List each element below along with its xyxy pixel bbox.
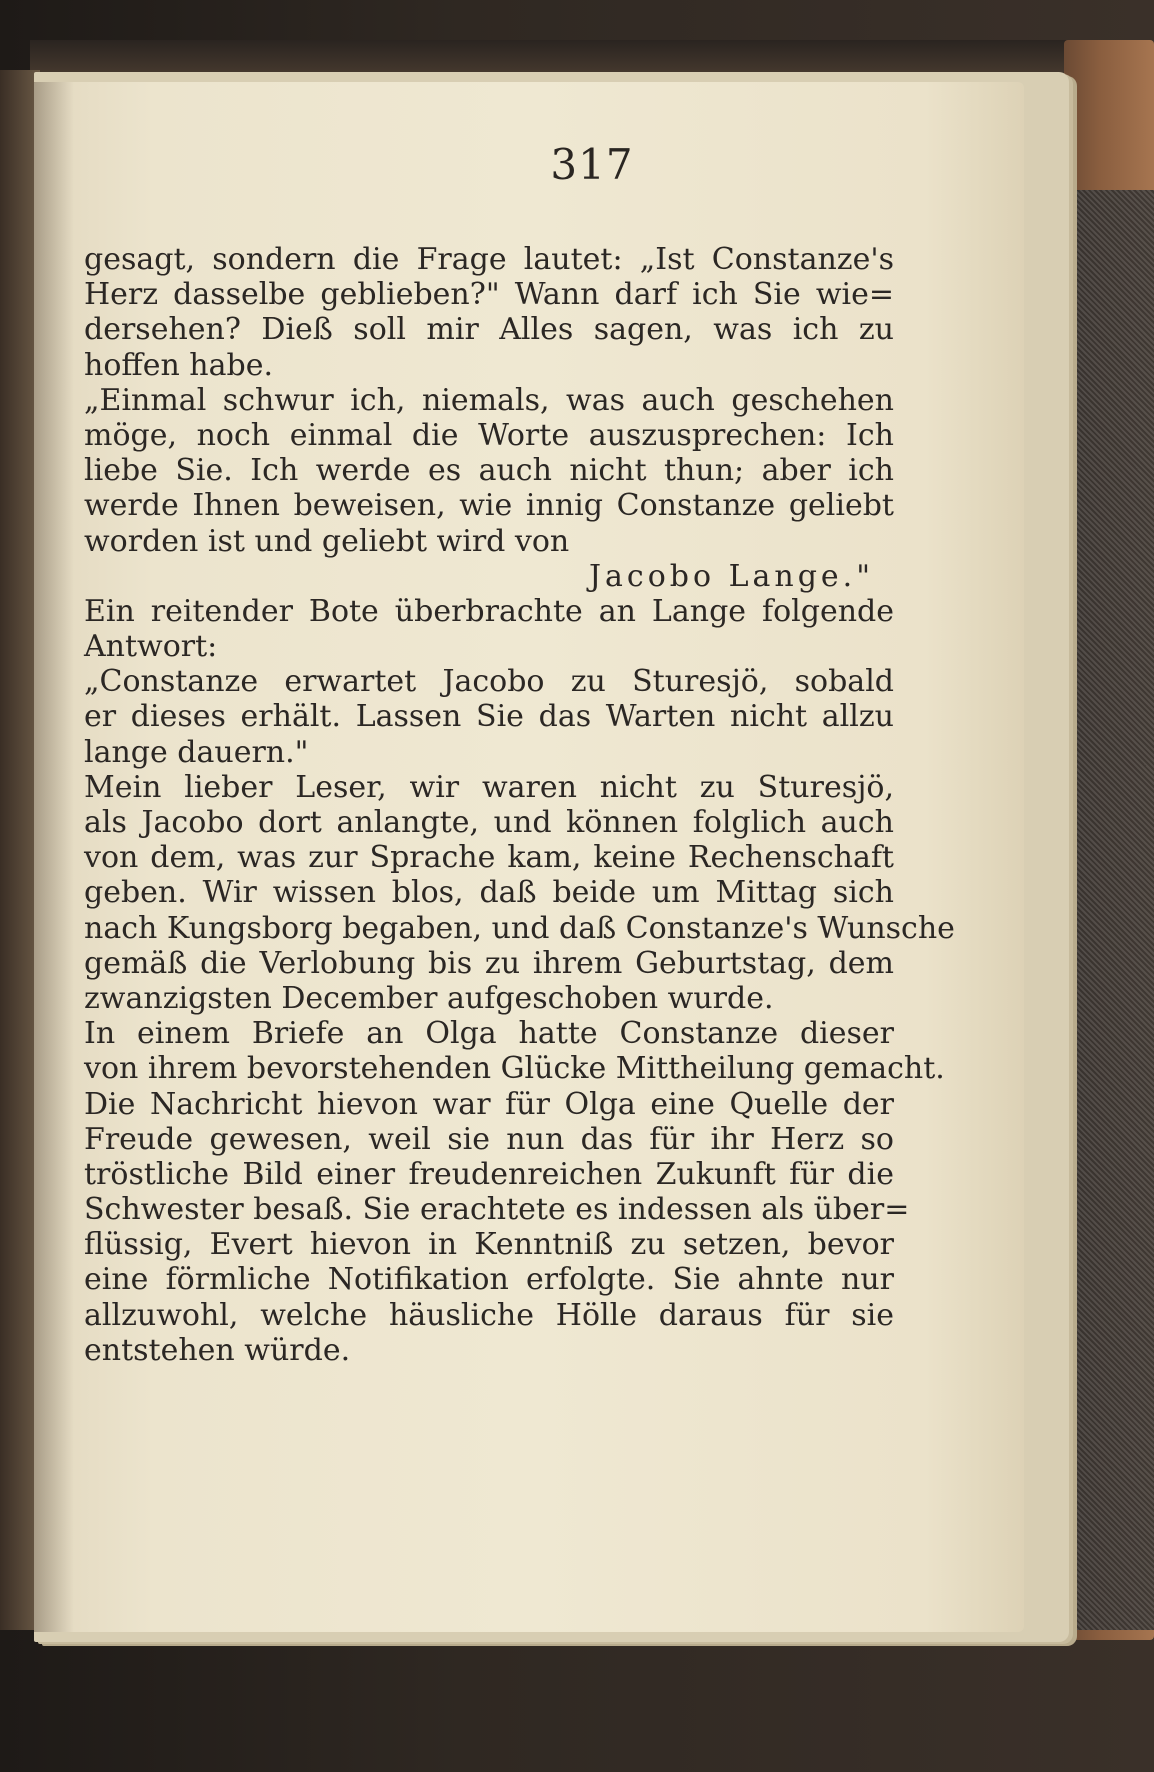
text-line: zwanzigsten December aufgeschoben wurde. <box>84 980 774 1016</box>
text-line: liebe Sie. Ich werde es auch nicht thun; aber ich <box>84 453 894 489</box>
text-line: hoffen habe. <box>84 347 274 383</box>
text-line: werde Ihnen beweisen, wie innig Constanze geliebt <box>84 488 894 524</box>
text-line: nach Kungsborg begaben, und daß Constanze's Wunsche <box>84 910 955 946</box>
text-line: „Einmal schwur ich, niemals, was auch geschehen <box>84 382 894 418</box>
text-line: allzuwohl, welche häusliche Hölle daraus für sie <box>84 1297 894 1333</box>
text-line: worden ist und geliebt wird von <box>84 523 570 559</box>
gutter-shadow <box>34 82 74 1632</box>
text-line: als Jacobo dort anlangte, und können folglich auch <box>84 805 894 840</box>
text-line: eine förmliche Notifikation erfolgte. Sie ahnte nur <box>84 1262 894 1298</box>
text-line: von dem, was zur Sprache kam, keine Rechenschaft <box>84 840 894 876</box>
text-line: möge, noch einmal die Worte auszusprechen: Ich <box>84 417 894 453</box>
text-line: entstehen würde. <box>84 1332 351 1368</box>
text-line: von ihrem bevorstehenden Glücke Mittheilung gemacht. <box>84 1051 945 1087</box>
text-line: Die Nachricht hievon war für Olga eine Quelle der <box>84 1086 894 1122</box>
text-line: tröstliche Bild einer freudenreichen Zukunft für die <box>84 1156 894 1192</box>
text-line: In einem Briefe an Olga hatte Constanze dieser <box>84 1016 894 1052</box>
text-line: flüssig, Evert hievon in Kenntniß zu setzen, bevor <box>84 1227 894 1263</box>
text-line: Antwort: <box>84 629 218 665</box>
text-line: gemäß die Verlobung bis zu ihrem Geburtstag, dem <box>84 945 894 981</box>
text-line: dersehen? Dieß soll mir Alles sagen, was ich zu <box>84 312 894 348</box>
cover-cloth <box>1054 190 1154 1630</box>
text-line: Schwester besaß. Sie erachtete es indessen als über= <box>84 1192 910 1228</box>
text-line: lange dauern." <box>84 734 309 770</box>
text-line: geben. Wir wissen blos, daß beide um Mittag sich <box>84 875 894 911</box>
text-line: er dieses erhält. Lassen Sie das Warten nicht allzu <box>84 699 894 735</box>
text-line: gesagt, sondern die Frage lautet: „Ist Constanze's <box>84 242 894 277</box>
body-text <box>84 242 955 1368</box>
text-line: Ein reitender Bote überbrachte an Lange folgende <box>84 593 894 629</box>
page-number: 317 <box>550 140 634 189</box>
signature-line: Jacobo Lange." <box>589 558 874 594</box>
text-line: Mein lieber Leser, wir waren nicht zu Sturesjö, <box>84 769 894 805</box>
text-line: Herz dasselbe geblieben?" Wann darf ich Sie wie= <box>84 277 894 313</box>
text-line: Freude gewesen, weil sie nun das für ihr Herz so <box>84 1121 894 1157</box>
text-line: „Constanze erwartet Jacobo zu Sturesjö, sobald <box>84 664 894 700</box>
